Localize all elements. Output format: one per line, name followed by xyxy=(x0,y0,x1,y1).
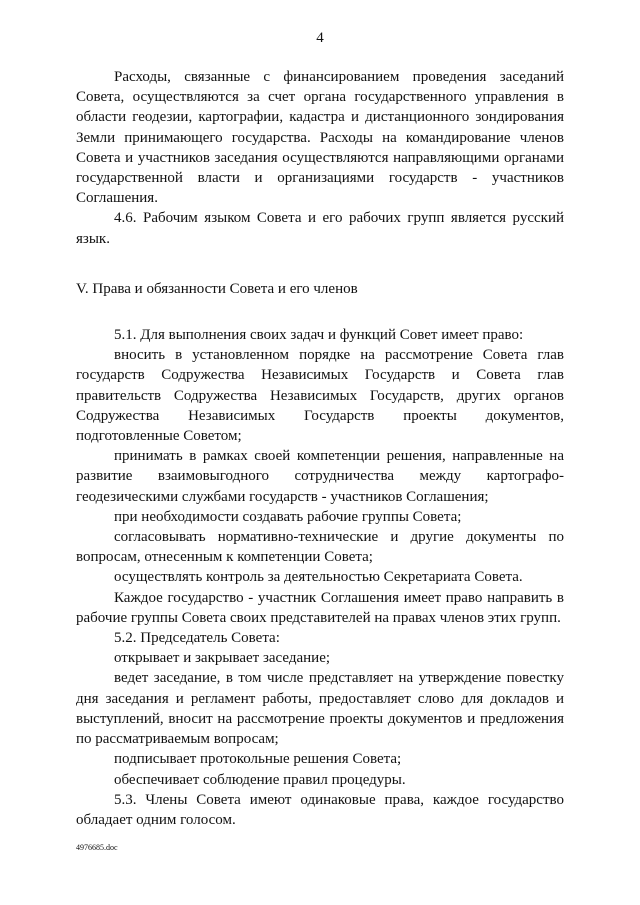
paragraph-5-2-item-1: открывает и закрывает заседание; xyxy=(114,650,331,667)
paragraph-5-1-item-1: вносить в установленном порядке на рассмотрение Совета глав государств Содружества Независимых Государств и Совета глав правительств Содружества Независимых Государств, других органов Содружества Независимых Государств проекты документов, подготовленные Советом; xyxy=(76,347,564,445)
paragraph-5-2-item-4: обеспечивает соблюдение правил процедуры. xyxy=(114,771,406,788)
paragraph-5-1-item-4: согласовывать нормативно-технические и другие документы по вопросам, отнесенным к компетенции Совета; xyxy=(76,529,564,566)
paragraph-5-1: 5.1. Для выполнения своих задач и функций Совет имеет право: xyxy=(114,327,524,344)
paragraph-5-2-item-2: ведет заседание, в том числе представляет на утверждение повестку дня заседания и регламент работы, предоставляет слово для докладов и выступлений, вносит на рассмотрение проекты документов и предложения по рассматриваемым вопросам; xyxy=(76,670,564,748)
paragraph-state-right: Каждое государство - участник Соглашения имеет право направить в рабочие группы Совета своих представителей на правах членов этих групп. xyxy=(76,589,564,626)
paragraph-5-1-item-2: принимать в рамках своей компетенции решения, направленные на развитие взаимовыгодного сотрудничества между картографо-геодезическими службами государств - участников Соглашения; xyxy=(76,448,564,505)
section-heading: V. Права и обязанности Совета и его членов xyxy=(76,280,358,297)
paragraph-5-1-item-3: при необходимости создавать рабочие группы Совета; xyxy=(114,508,462,525)
paragraph-5-2: 5.2. Председатель Совета: xyxy=(114,630,280,647)
paragraph-4-6: 4.6. Рабочим языком Совета и его рабочих групп является русский язык. xyxy=(76,210,564,247)
paragraph-5-1-item-5: осуществлять контроль за деятельностью Секретариата Совета. xyxy=(114,569,523,586)
paragraph-5-2-item-3: подписывает протокольные решения Совета; xyxy=(114,751,402,768)
paragraph-expenses: Расходы, связанные с финансированием проведения заседаний Совета, осуществляются за счет органа государственного управления в области геодезии, картографии, кадастра и дистанционного зондирования Земли принимающего государства. Расходы на командирование членов Совета и участников заседания осуществляются направляющими органами государственной власти и организациями государств - участников Соглашения. xyxy=(76,69,564,207)
page-number: 4 xyxy=(316,30,324,46)
document-body xyxy=(76,67,564,830)
paragraph-5-3: 5.3. Члены Совета имеют одинаковые права, каждое государство обладает одним голосом. xyxy=(76,791,564,828)
footer-file-code: 4976685.doc xyxy=(76,843,118,852)
